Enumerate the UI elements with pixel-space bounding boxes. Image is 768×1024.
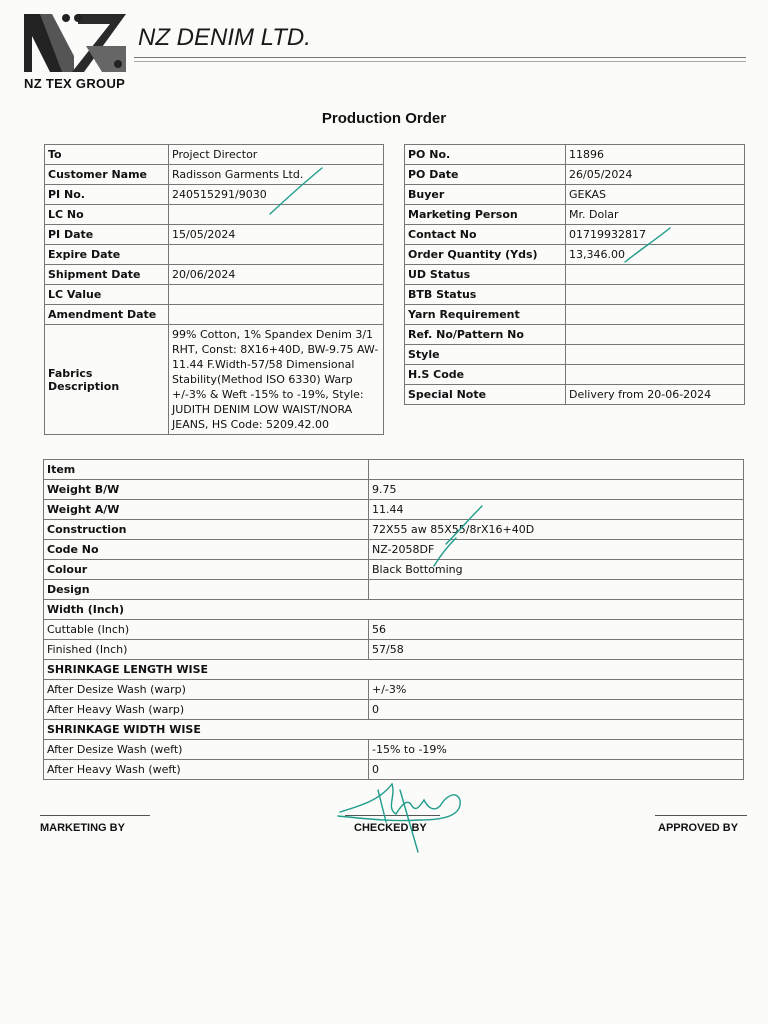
item-spec-row — [44, 600, 744, 620]
group-name: NZ TEX GROUP — [24, 76, 126, 91]
item-spec-label: Cuttable (Inch) — [44, 620, 369, 640]
approved-signature-line — [655, 815, 747, 816]
po-detail-row — [405, 285, 745, 305]
order-detail-row — [45, 185, 384, 205]
checked-by-label: CHECKED BY — [354, 822, 427, 834]
order-detail-label: LC Value — [45, 285, 169, 305]
item-spec-label: Weight A/W — [44, 500, 369, 520]
item-spec-row — [44, 760, 744, 780]
po-detail-row — [405, 325, 745, 345]
po-details-table — [404, 144, 745, 405]
item-spec-row — [44, 740, 744, 760]
order-detail-label: PI Date — [45, 225, 169, 245]
header-rule — [134, 57, 746, 58]
item-spec-row — [44, 700, 744, 720]
po-detail-value: GEKAS — [566, 185, 745, 205]
po-detail-row — [405, 205, 745, 225]
order-detail-label: PI No. — [45, 185, 169, 205]
item-spec-label: Item — [44, 460, 369, 480]
po-detail-row — [405, 245, 745, 265]
po-detail-row — [405, 385, 745, 405]
po-detail-row — [405, 345, 745, 365]
item-spec-label: SHRINKAGE WIDTH WISE — [44, 720, 744, 740]
document-title: Production Order — [321, 110, 447, 127]
item-spec-row — [44, 620, 744, 640]
item-spec-row — [44, 540, 744, 560]
po-detail-label: Special Note — [405, 385, 566, 405]
po-detail-value: 26/05/2024 — [566, 165, 745, 185]
item-spec-row — [44, 560, 744, 580]
item-spec-value: -15% to -19% — [369, 740, 744, 760]
approved-by-label: APPROVED BY — [658, 822, 739, 834]
order-detail-row — [45, 265, 384, 285]
order-detail-value: 240515291/9030 — [169, 185, 384, 205]
item-spec-value: 72X55 aw 85X55/8rX16+40D — [369, 520, 744, 540]
order-detail-row — [45, 245, 384, 265]
item-spec-label: Colour — [44, 560, 369, 580]
item-spec-label: After Heavy Wash (weft) — [44, 760, 369, 780]
item-spec-row — [44, 580, 744, 600]
order-detail-row — [45, 145, 384, 165]
po-detail-label: Marketing Person — [405, 205, 566, 225]
order-detail-row — [45, 225, 384, 245]
item-spec-row — [44, 500, 744, 520]
item-spec-label: SHRINKAGE LENGTH WISE — [44, 660, 744, 680]
po-detail-row — [405, 305, 745, 325]
header-rule-secondary — [134, 61, 746, 62]
po-detail-value — [566, 345, 745, 365]
item-spec-value: 9.75 — [369, 480, 744, 500]
item-spec-value: +/-3% — [369, 680, 744, 700]
order-detail-row — [45, 205, 384, 225]
item-spec-value: 11.44 — [369, 500, 744, 520]
order-detail-value: 15/05/2024 — [169, 225, 384, 245]
item-spec-value: 56 — [369, 620, 744, 640]
item-spec-label: Finished (Inch) — [44, 640, 369, 660]
order-detail-row — [45, 325, 384, 435]
po-detail-label: UD Status — [405, 265, 566, 285]
po-detail-label: Buyer — [405, 185, 566, 205]
po-detail-label: Ref. No/Pattern No — [405, 325, 566, 345]
po-detail-label: BTB Status — [405, 285, 566, 305]
item-spec-row — [44, 720, 744, 740]
po-detail-value — [566, 365, 745, 385]
item-specification-table — [43, 459, 744, 780]
item-spec-row — [44, 660, 744, 680]
po-detail-label: PO Date — [405, 165, 566, 185]
po-detail-label: Contact No — [405, 225, 566, 245]
po-detail-row — [405, 225, 745, 245]
po-detail-value — [566, 285, 745, 305]
item-spec-row — [44, 640, 744, 660]
item-spec-label: Width (Inch) — [44, 600, 744, 620]
po-detail-value: 11896 — [566, 145, 745, 165]
item-spec-value: NZ-2058DF — [369, 540, 744, 560]
po-detail-label: PO No. — [405, 145, 566, 165]
po-detail-row — [405, 365, 745, 385]
order-detail-label: Shipment Date — [45, 265, 169, 285]
order-detail-label: Fabrics Description — [45, 325, 169, 435]
item-spec-value — [369, 460, 744, 480]
po-detail-value: Delivery from 20-06-2024 — [566, 385, 745, 405]
order-detail-value: Project Director — [169, 145, 384, 165]
po-detail-label: Order Quantity (Yds) — [405, 245, 566, 265]
order-detail-label: Customer Name — [45, 165, 169, 185]
order-detail-row — [45, 305, 384, 325]
order-detail-value — [169, 245, 384, 265]
order-detail-value: 20/06/2024 — [169, 265, 384, 285]
po-detail-value: 13,346.00 — [566, 245, 745, 265]
po-detail-label: Style — [405, 345, 566, 365]
order-detail-value: 99% Cotton, 1% Spandex Denim 3/1 RHT, Const: 8X16+40D, BW-9.75 AW-11.44 F.Width-57/58 Dimensional Stability(Method ISO 6330) Warp +/-3% & Weft -15% to -19%, Style: JUDITH DENIM LOW WAIST/NORA JEANS, HS Code: 5209.42.00 — [169, 325, 384, 435]
item-spec-value: 57/58 — [369, 640, 744, 660]
item-spec-row — [44, 480, 744, 500]
item-spec-value: 0 — [369, 700, 744, 720]
order-detail-row — [45, 165, 384, 185]
order-detail-value — [169, 285, 384, 305]
item-spec-label: Design — [44, 580, 369, 600]
po-detail-row — [405, 265, 745, 285]
po-detail-value: 01719932817 — [566, 225, 745, 245]
po-detail-row — [405, 165, 745, 185]
item-spec-label: Construction — [44, 520, 369, 540]
item-spec-label: After Heavy Wash (warp) — [44, 700, 369, 720]
po-detail-row — [405, 185, 745, 205]
order-detail-label: To — [45, 145, 169, 165]
item-spec-label: After Desize Wash (weft) — [44, 740, 369, 760]
order-details-table — [44, 144, 384, 435]
item-spec-label: Weight B/W — [44, 480, 369, 500]
po-detail-label: Yarn Requirement — [405, 305, 566, 325]
marketing-signature-line — [40, 815, 150, 816]
company-name: NZ DENIM LTD. — [138, 24, 311, 51]
po-detail-value — [566, 305, 745, 325]
order-detail-value — [169, 205, 384, 225]
po-detail-row — [405, 145, 745, 165]
order-detail-value: Radisson Garments Ltd. — [169, 165, 384, 185]
po-detail-value — [566, 325, 745, 345]
item-spec-value: 0 — [369, 760, 744, 780]
item-spec-value — [369, 580, 744, 600]
order-detail-row — [45, 285, 384, 305]
order-detail-value — [169, 305, 384, 325]
item-spec-value: Black Bottoming — [369, 560, 744, 580]
po-detail-value — [566, 265, 745, 285]
item-spec-row — [44, 460, 744, 480]
order-detail-label: Expire Date — [45, 245, 169, 265]
order-detail-label: Amendment Date — [45, 305, 169, 325]
po-detail-value: Mr. Dolar — [566, 205, 745, 225]
po-detail-label: H.S Code — [405, 365, 566, 385]
checked-signature-line — [345, 815, 440, 816]
item-spec-row — [44, 680, 744, 700]
nz-logo — [22, 12, 132, 76]
item-spec-row — [44, 520, 744, 540]
order-detail-label: LC No — [45, 205, 169, 225]
item-spec-label: Code No — [44, 540, 369, 560]
item-spec-label: After Desize Wash (warp) — [44, 680, 369, 700]
marketing-by-label: MARKETING BY — [40, 822, 125, 834]
